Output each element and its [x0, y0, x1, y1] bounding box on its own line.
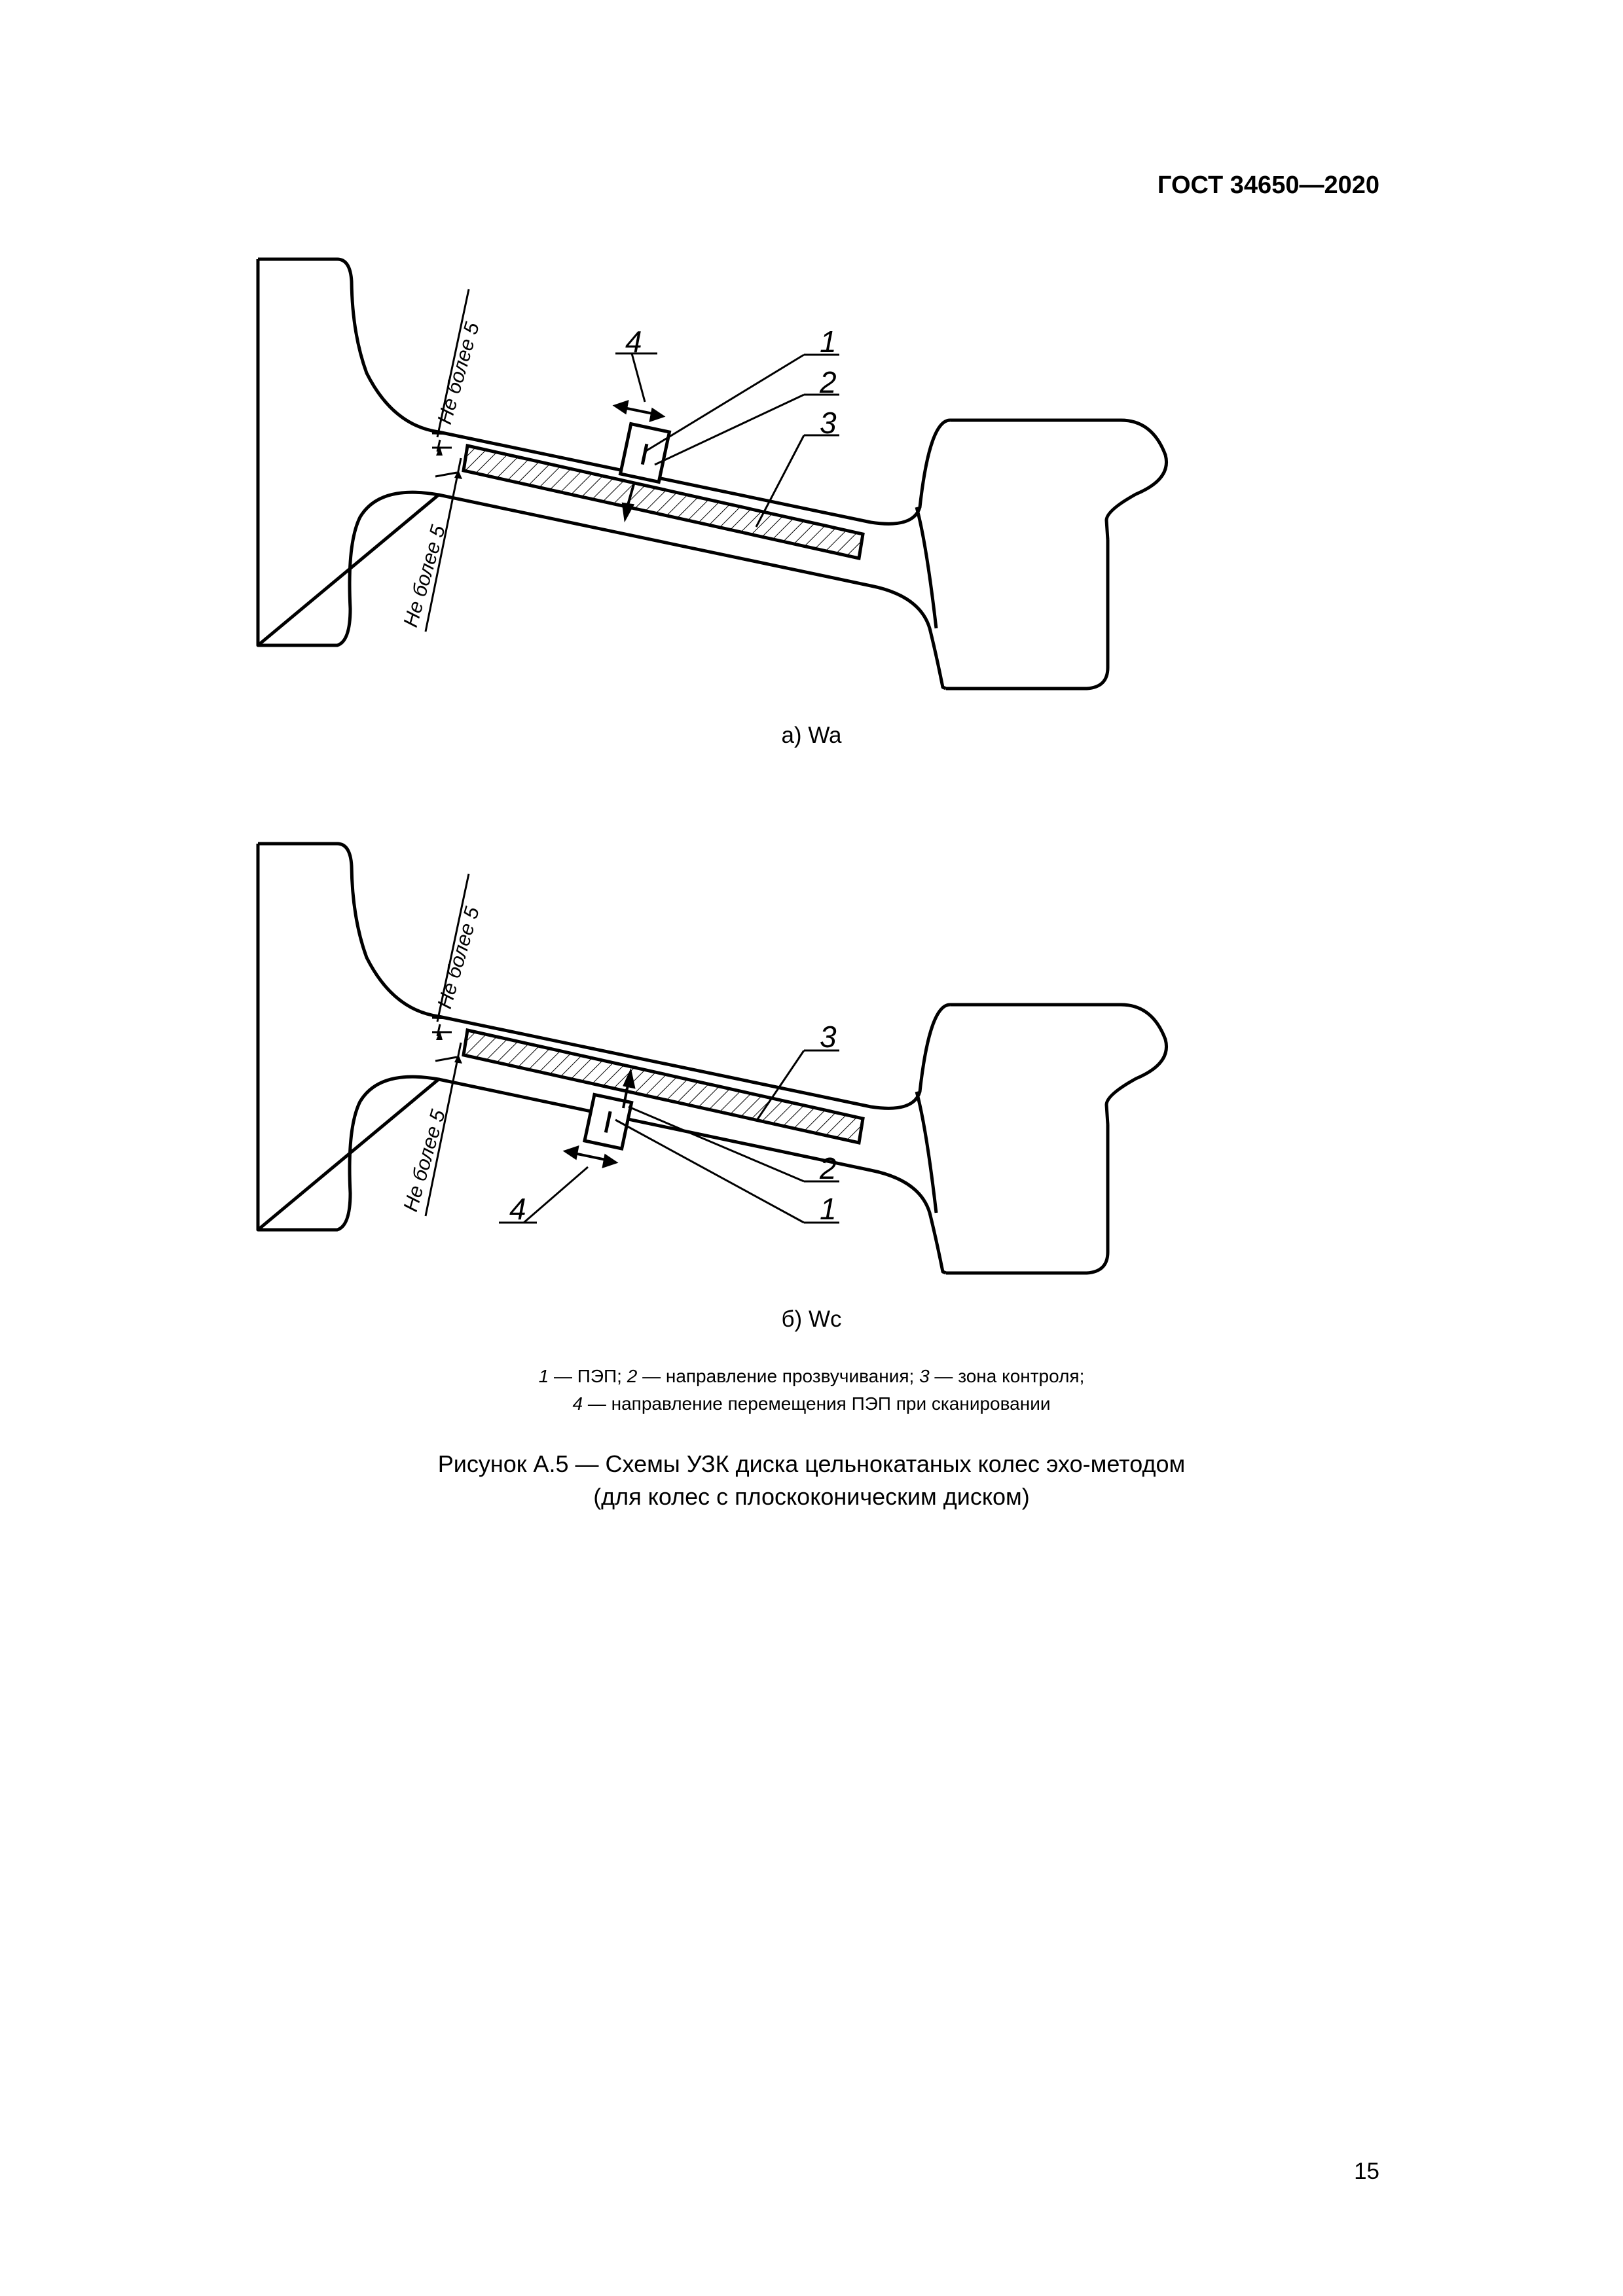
legend-key-4: 4: [572, 1393, 583, 1414]
page-number: 15: [1354, 2159, 1379, 2184]
transducer-1: [621, 424, 670, 482]
figure-a-diagram: [0, 236, 1623, 707]
legend-line-2: [0, 1390, 1623, 1418]
legend-key-2: 2: [627, 1366, 638, 1386]
caption-line-2: (для колес с плоскоконическим диском): [593, 1483, 1030, 1510]
dimension-bottom: Не более 5: [399, 522, 450, 630]
legend-key-1: 1: [538, 1366, 549, 1386]
figure-caption: [0, 1448, 1623, 1513]
figure-b-diagram: [0, 820, 1623, 1291]
legend-text-4: — направление перемещения ПЭП при сканировании: [583, 1393, 1051, 1414]
subcaption-a: а) Wa: [781, 723, 842, 748]
label-3: 3: [820, 1020, 837, 1054]
document-code: ГОСТ 34650—2020: [1157, 171, 1379, 199]
label-1: 1: [820, 1192, 837, 1226]
dimension-top: Не более 5: [433, 904, 484, 1011]
label-2: 2: [820, 365, 837, 399]
label-4: 4: [509, 1192, 526, 1226]
caption-line-1: Рисунок А.5 — Схемы УЗК диска цельнокатаных колес эхо-методом: [437, 1450, 1186, 1477]
dimension-top: Не более 5: [433, 319, 484, 427]
subcaption-b: б) Wc: [781, 1306, 842, 1332]
legend-key-3: 3: [919, 1366, 930, 1386]
label-3: 3: [820, 406, 837, 440]
dimension-bottom: Не более 5: [399, 1107, 450, 1214]
legend-text-2: — направление прозвучивания;: [637, 1366, 920, 1386]
label-4: 4: [625, 325, 642, 359]
figure-legend: [0, 1363, 1623, 1418]
label-1: 1: [820, 325, 837, 359]
legend-line-1: [0, 1363, 1623, 1390]
legend-text-1: — ПЭП;: [549, 1366, 627, 1386]
label-2: 2: [820, 1151, 837, 1185]
legend-text-3: — зона контроля;: [929, 1366, 1085, 1386]
